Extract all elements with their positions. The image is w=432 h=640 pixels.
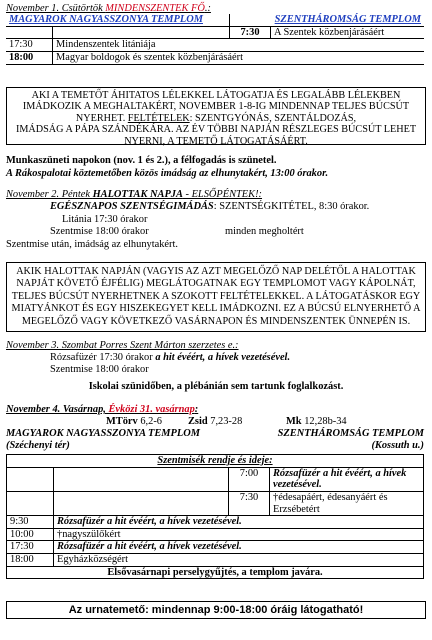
nov3-heading: November 3. Szombat Porres Szent Márton szerzetes e.: [6, 340, 239, 351]
mass-intention: Magyar boldogok és szentek közbenjárásáért [53, 51, 425, 64]
indulgence-box-1: AKI A TEMETŐT ÁHITATOS LÉLEKKEL LÁTOGATJA ÉS LEGALÁBB LÉLEKBEN IMÁDKOZIK A MEGHALTAKÉRT, NOVEMBER 1-8-IG MINDENNAP TELJES BÚCSÚT NYERHET. FELTÉTELEK: SZENTGYÓNÁS, SZENTÁLDOZÁS, IMÁDSÁG A PÁPA SZÁNDÉKÁRA. AZ ÉV TÖBBI NAPJÁN RÉSZLEGES BÚCSÚT LEHET NYERNI, A TEMETŐ LÁTOGATÁSÁÉRT. [6, 87, 426, 145]
time-cell: 9:30 [7, 516, 54, 529]
time-cell: 17:30 [6, 39, 53, 52]
time-cell: 7:30 [230, 26, 271, 39]
church-right-address: (Kossuth u.) [371, 440, 424, 451]
time-cell: 7:30 [229, 491, 270, 515]
time-cell: 10:00 [7, 528, 54, 541]
prayer-line: Szentmise után, imádság az elhunytakért. [6, 239, 178, 250]
mass-intention: Egyházközségért [54, 554, 424, 567]
nov1-heading: November 1. Csütörtök MINDENSZENTEK FŐ.: [6, 3, 211, 14]
church-right: SZENTHÁROMSÁG TEMPLOM [277, 428, 424, 439]
church-left: MAGYAROK NAGYASSZONYA TEMPLOM [6, 14, 230, 26]
time-cell: 7:00 [229, 467, 270, 491]
time-cell: 18:00 [6, 51, 53, 64]
indulgence-box-2: AKIK HALOTTAK NAPJÁN (VAGYIS AZ AZT MEGELŐZŐ NAP DELÉTŐL A HALOTTAK NAPJÁT KÖVETŐ ÉJFÉLIG) MEGLÁTOGATNAK EGY TEMPLOMOT VAGY KÁPOLNÁT, TELJES BÚCSÚT NYERHETNEK A SZOKOTT FELTÉTELEKKEL. A LÁTOGATÁSKOR EGY MIATYÁNKOT ÉS EGY HISZEKEGYET KELL IMÁDKOZNI. EZ A BÚCSÚ ELNYERHETŐ A MEGELŐZŐ VAGY KÖVETKEZŐ VASÁRNAPON ÉS MINDENSZENTEK ÜNNEPÉN IS. [6, 262, 426, 332]
church-right: SZENTHÁROMSÁG TEMPLOM [230, 14, 425, 26]
notice-holiday: Munkaszüneti napokon (nov. 1 és 2.), a félfogadás is szünetel. [6, 155, 277, 166]
mass-line: Szentmise 18:00 órakor [50, 364, 149, 375]
nov2-heading: November 2. Péntek HALOTTAK NAPJA - ELSŐPÉNTEK!: [6, 189, 263, 200]
mass-intention: Mindenszentek litániája [53, 39, 425, 52]
church-left: MAGYAROK NAGYASSZONYA TEMPLOM [6, 428, 200, 439]
footer-cemetery-hours: Az urnatemető: mindennap 9:00-18:00 óráig látogatható! [6, 601, 426, 619]
collection-note: Elsővasárnapi perselygyűjtés, a templom javára. [7, 566, 424, 579]
mass-intention: Rózsafüzér a hit évéért, a hívek vezetésével. [270, 467, 424, 491]
rosary-line: Rózsafüzér 17:30 órakor a hit évéért, a hívek vezetésével. [50, 352, 291, 363]
mass-intention: A Szentek közbenjárásáért [271, 26, 425, 39]
mass-intention: †édesapáért, édesanyáért és Erzsébetért [270, 491, 424, 515]
nov1-table [6, 14, 424, 65]
mass-intention: †nagyszülőkért [54, 528, 424, 541]
mass-line: Szentmise 18:00 órakor [50, 226, 149, 237]
notice-school: Iskolai szünidőben, a plébánián sem tartunk foglalkozást. [88, 381, 344, 392]
reading-1: MTörv 6,2-6 [106, 416, 163, 427]
time-cell: 18:00 [7, 554, 54, 567]
mass-intention: Rózsafüzér a hit évéért, a hívek vezetésével. [54, 541, 424, 554]
table-header: Szentmisék rendje és ideje: [7, 455, 424, 468]
notice-cemetery: A Rákospalotai köztemetőben közös imádság az elhunytakért, 13:00 órakor. [6, 168, 329, 179]
church-left-address: (Széchenyi tér) [6, 440, 70, 451]
nov4-heading: November 4. Vasárnap, Évközi 31. vasárnap: [6, 404, 199, 415]
litany-line: Litánia 17:30 órakor [62, 214, 148, 225]
adoration-line: EGÉSZNAPOS SZENTSÉGIMÁDÁS: SZENTSÉGKITÉTEL, 8:30 órakor. [50, 201, 370, 212]
mass-intention: minden megholtért [225, 226, 304, 237]
mass-intention: Rózsafüzér a hit évéért, a hívek vezetésével. [54, 516, 424, 529]
time-cell: 17:30 [7, 541, 54, 554]
nov4-table [6, 454, 424, 579]
reading-3: Mk 12,28b-34 [286, 416, 347, 427]
reading-2: Zsid 7,23-28 [188, 416, 243, 427]
